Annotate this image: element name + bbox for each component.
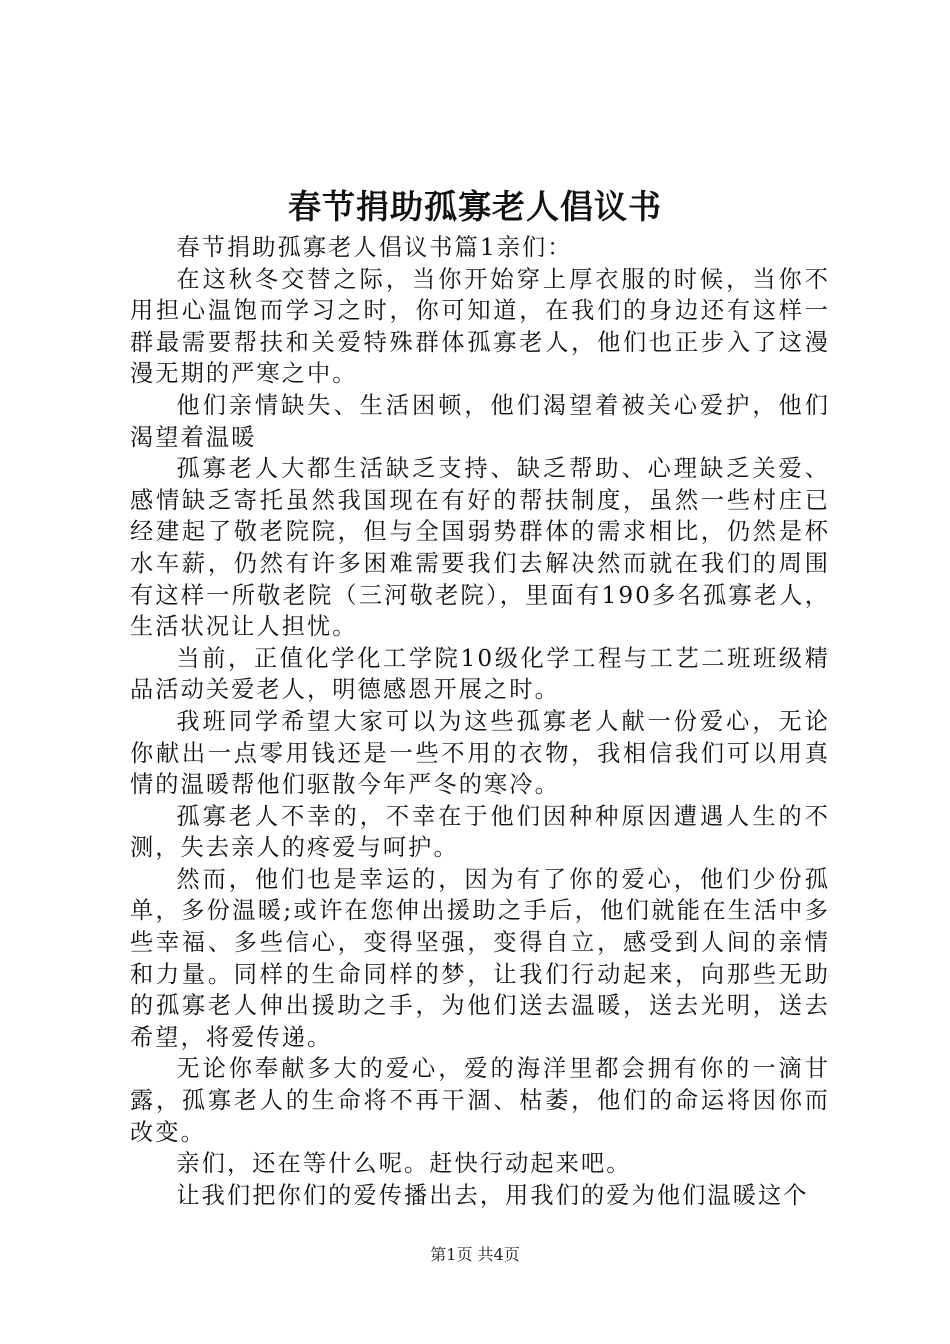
paragraph: 无论你奉献多大的爱心，爱的海洋里都会拥有你的一滴甘露，孤寡老人的生命将不再干涸、枯萎，他们的命运将因你而改变。 bbox=[130, 1055, 830, 1146]
paragraph: 亲们，还在等什么呢。赶快行动起来吧。 bbox=[176, 1150, 632, 1178]
paragraph: 在这秋冬交替之际，当你开始穿上厚衣服的时候，当你不用担心温饱而学习之时，你可知道，在我们的身边还有这样一群最需要帮扶和关爱特殊群体孤寡老人，他们也正步入了这漫漫无期的严寒之中。 bbox=[130, 265, 830, 388]
paragraph: 孤寡老人不幸的，不幸在于他们因种种原因遭遇人生的不测，失去亲人的疼爱与呵护。 bbox=[130, 802, 830, 862]
document-body bbox=[130, 232, 830, 1211]
paragraph: 他们亲情缺失、生活困顿，他们渴望着被关心爱护，他们渴望着温暖 bbox=[130, 391, 830, 451]
paragraph: 我班同学希望大家可以为这些孤寡老人献一份爱心，无论你献出一点零用钱还是一些不用的衣物，我相信我们可以用真情的温暖帮他们驱散今年严冬的寒冷。 bbox=[130, 707, 830, 799]
document-title: 春节捐助孤寡老人倡议书 bbox=[288, 187, 662, 226]
paragraph: 春节捐助孤寡老人倡议书篇1亲们： bbox=[176, 234, 573, 261]
paragraph: 然而，他们也是幸运的，因为有了你的爱心，他们少份孤单，多份温暖;或许在您伸出援助之手后，他们就能在生活中多些幸福、多些信心，变得坚强，变得自立，感受到人间的亲情和力量。同样的生命同样的梦，让我们行动起来，向那些无助的孤寡老人伸出援助之手，为他们送去温暖，送去光明，送去希望，将爱传递。 bbox=[130, 865, 830, 1051]
paragraph: 当前，正值化学化工学院10级化学工程与工艺二班班级精品活动关爱老人，明德感恩开展之时。 bbox=[130, 644, 830, 704]
paragraph: 让我们把你们的爱传播出去，用我们的爱为他们温暖这个 bbox=[176, 1181, 809, 1209]
page-number-footer: 第1页 共4页 bbox=[430, 1245, 520, 1264]
paragraph: 孤寡老人大都生活缺乏支持、缺乏帮助、心理缺乏关爱、感情缺乏寄托虽然我国现在有好的帮扶制度，虽然一些村庄已经建起了敬老院院，但与全国弱势群体的需求相比，仍然是杯水车薪，仍然有许多困难需要我们去解决然而就在我们的周围有这样一所敬老院（三河敬老院），里面有190多名孤寡老人，生活状况让人担忧。 bbox=[130, 455, 830, 641]
